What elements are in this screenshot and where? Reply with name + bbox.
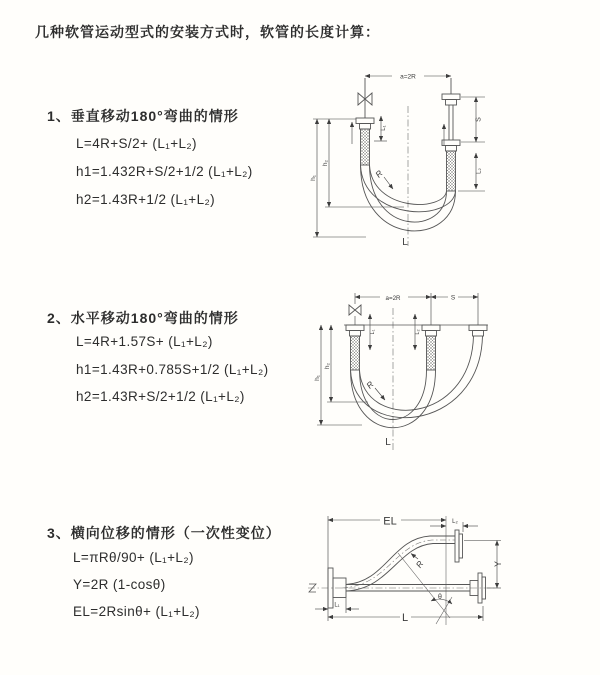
d2-label-r: R — [364, 379, 376, 391]
section-2-formula-h1: h1=1.43R+0.785S+1/2 (L₁+L₂) — [76, 362, 269, 377]
section-2-formula-h2: h2=1.43R+S/2+1/2 (L₁+L₂) — [76, 389, 245, 404]
d3-dimension-lines — [315, 516, 501, 621]
valve-icon — [358, 93, 365, 105]
d1-dim-label-a2r: a=2R — [400, 73, 416, 81]
d3-dim-label-y: Y — [493, 560, 503, 568]
d3-label-r: R — [413, 558, 426, 570]
section-1-formula-l: L=4R+S/2+ (L₁+L₂) — [76, 136, 197, 151]
section-1-formula-h2: h2=1.43R+1/2 (L₁+L₂) — [76, 192, 216, 207]
d1-dim-label-s: S — [475, 117, 483, 122]
section-3-formula-y: Y=2R (1-cosθ) — [73, 577, 166, 592]
d2-dim-label-l2: L₂ — [415, 329, 421, 335]
d1-hose-drawing — [356, 78, 460, 231]
diagram-horizontal-180-bend — [308, 282, 508, 457]
d2-dim-label-l1: L₁ — [370, 329, 376, 335]
section-2-formula-l: L=4R+1.57S+ (L₁+L₂) — [76, 334, 213, 349]
d2-dim-label-h2: h₂ — [324, 362, 331, 370]
d2-dim-label-h1: h₁ — [314, 375, 321, 381]
d3-construction-lines — [398, 516, 452, 625]
d1-dimension-lines — [313, 73, 485, 237]
diagram-lateral-displacement — [300, 505, 600, 665]
d3-hose-centerline — [342, 540, 455, 588]
section-2-heading: 2、水平移动180°弯曲的情形 — [47, 310, 239, 326]
d1-dim-label-l2: L₂ — [476, 168, 483, 174]
section-3-formula-l: L=πRθ/90+ (L₁+L₂) — [73, 550, 194, 565]
d1-label-l: L — [402, 237, 408, 248]
d2-label-l: L — [385, 437, 391, 448]
d3-dim-label-el: EL — [383, 515, 397, 528]
section-3-heading: 3、横向位移的情形（一次性变位） — [47, 525, 281, 541]
section-1-formula-h1: h1=1.432R+S/2+1/2 (L₁+L₂) — [76, 164, 253, 179]
valve-icon — [349, 305, 355, 315]
d1-dim-label-h2: h₂ — [322, 159, 329, 167]
d1-label-r: R — [373, 168, 385, 180]
diagram-vertical-180-bend — [308, 70, 508, 250]
d3-dim-label-l: L — [401, 611, 409, 624]
section-1-heading: 1、垂直移动180°弯曲的情形 — [47, 108, 239, 124]
d1-dim-label-l1: L₁ — [381, 125, 387, 131]
d1-dim-label-h1: h₁ — [310, 175, 317, 181]
d2-dim-label-a2r: a=2R — [385, 294, 401, 302]
d3-dim-label-l2: L₂ — [452, 519, 458, 525]
page-title: 几种软管运动型式的安装方式时，软管的长度计算： — [35, 24, 380, 40]
d2-dim-label-s: S — [450, 294, 456, 302]
d3-dim-label-l1: L₁ — [334, 602, 340, 609]
d3-hose-drawing — [309, 530, 486, 608]
d2-dimension-lines — [317, 293, 478, 425]
d3-label-theta: θ — [438, 594, 442, 601]
section-3-formula-el: EL=2Rsinθ+ (L₁+L₂) — [73, 604, 200, 619]
d2-hose-drawing — [344, 305, 488, 428]
